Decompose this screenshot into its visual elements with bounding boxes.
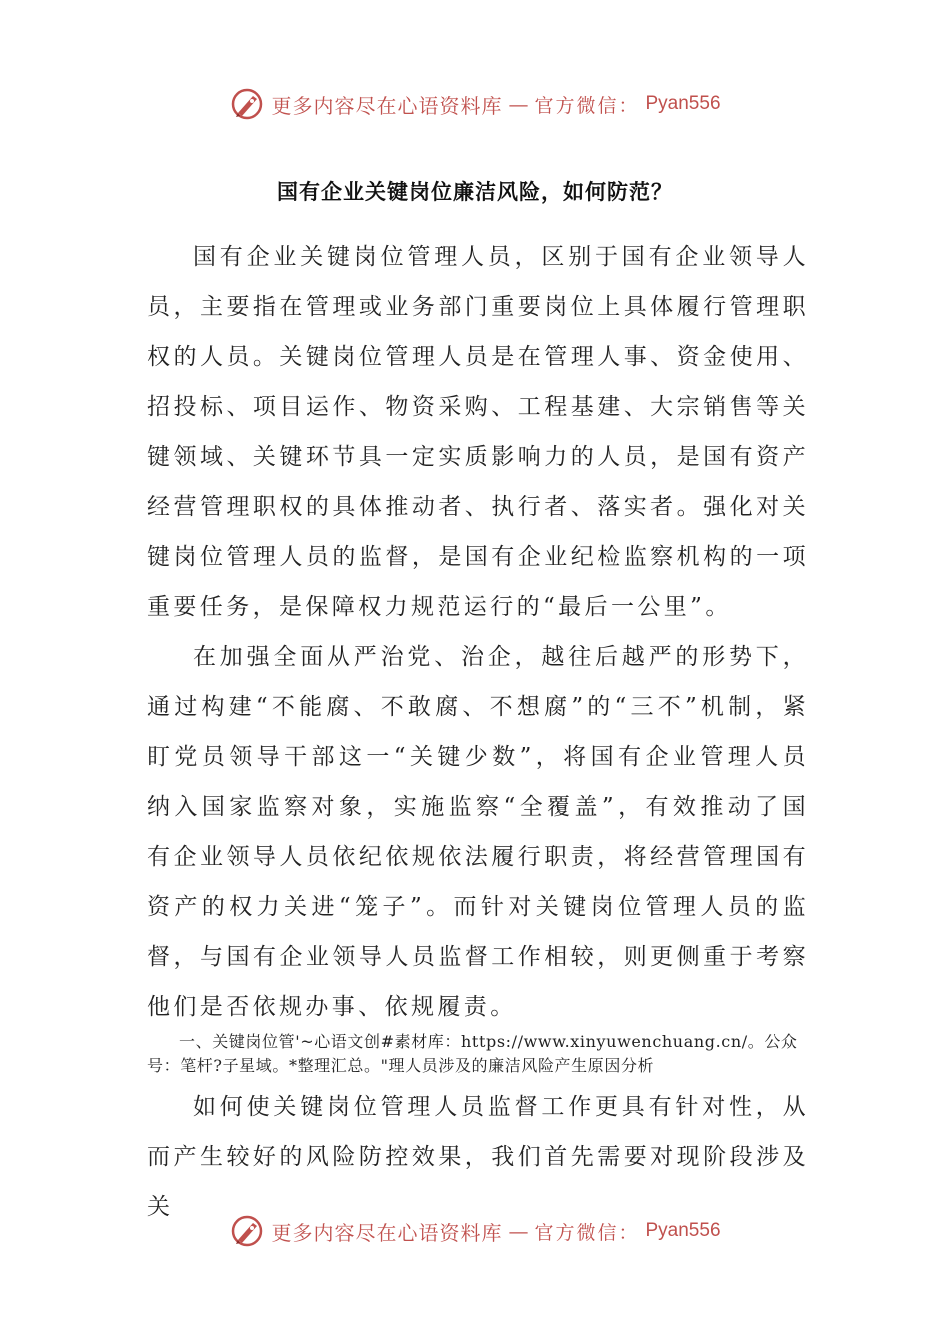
banner-text: 更多内容尽在心语资料库 (271, 93, 503, 118)
banner-separator: — (508, 1219, 529, 1243)
bottom-banner (0, 1211, 950, 1251)
banner-text: 更多内容尽在心语资料库 (271, 1220, 503, 1245)
banner-wechat-id: Pyan556 (645, 93, 721, 114)
paragraph-2: 在加强全面从严治党、治企，越往后越严的形势下，通过构建“不能腐、不敢腐、不想腐”的“三不”机制，紧盯党员领导干部这一“关键少数”，将国有企业管理人员纳入国家监察对象，实施监察“全覆盖”，有效推动了国有企业领导人员依纪依规依法履行职责，将经营管理国有资产的权力关进“笼子”。而针对关键岗位管理人员的监督，与国有企业领导人员监督工作相较，则更侧重于考察他们是否依规办事、依规履责。 (147, 644, 809, 1020)
paragraph-1: 国有企业关键岗位管理人员，区别于国有企业领导人员，主要指在管理或业务部门重要岗位上具体履行管理职权的人员。关键岗位管理人员是在管理人事、资金使用、招投标、项目运作、物资采购、工程基建、大宗销售等关键领域、关键环节具一定实质影响力的人员，是国有资产经营管理职权的具体推动者、执行者、落实者。强化对关键岗位管理人员的监督，是国有企业纪检监察机构的一项重要任务，是保障权力规范运行的“最后一公里”。 (147, 244, 809, 620)
banner-wechat-id: Pyan556 (645, 1220, 721, 1241)
banner-separator: — (508, 92, 529, 116)
banner-wechat-label: 官方微信： (534, 94, 640, 117)
paragraph-3: 如何使关键岗位管理人员监督工作更具有针对性，从而产生较好的风险防控效果，我们首先需要对现阶段涉及关 (147, 1094, 809, 1220)
banner-wechat-label: 官方微信： (534, 1221, 640, 1244)
document-title: 国有企业关键岗位廉洁风险，如何防范？ (277, 180, 673, 204)
pen-circle-logo-icon (229, 86, 265, 122)
section-heading: 一、关键岗位管'~心语文创#素材库：https://www.xinyuwenchuang.cn/。公众号：笔杆?子星域。*整理汇总。"理人员涉及的廉洁风险产生原因分析 (147, 1032, 798, 1075)
top-banner (0, 84, 950, 124)
pen-circle-logo-icon (229, 1213, 265, 1249)
